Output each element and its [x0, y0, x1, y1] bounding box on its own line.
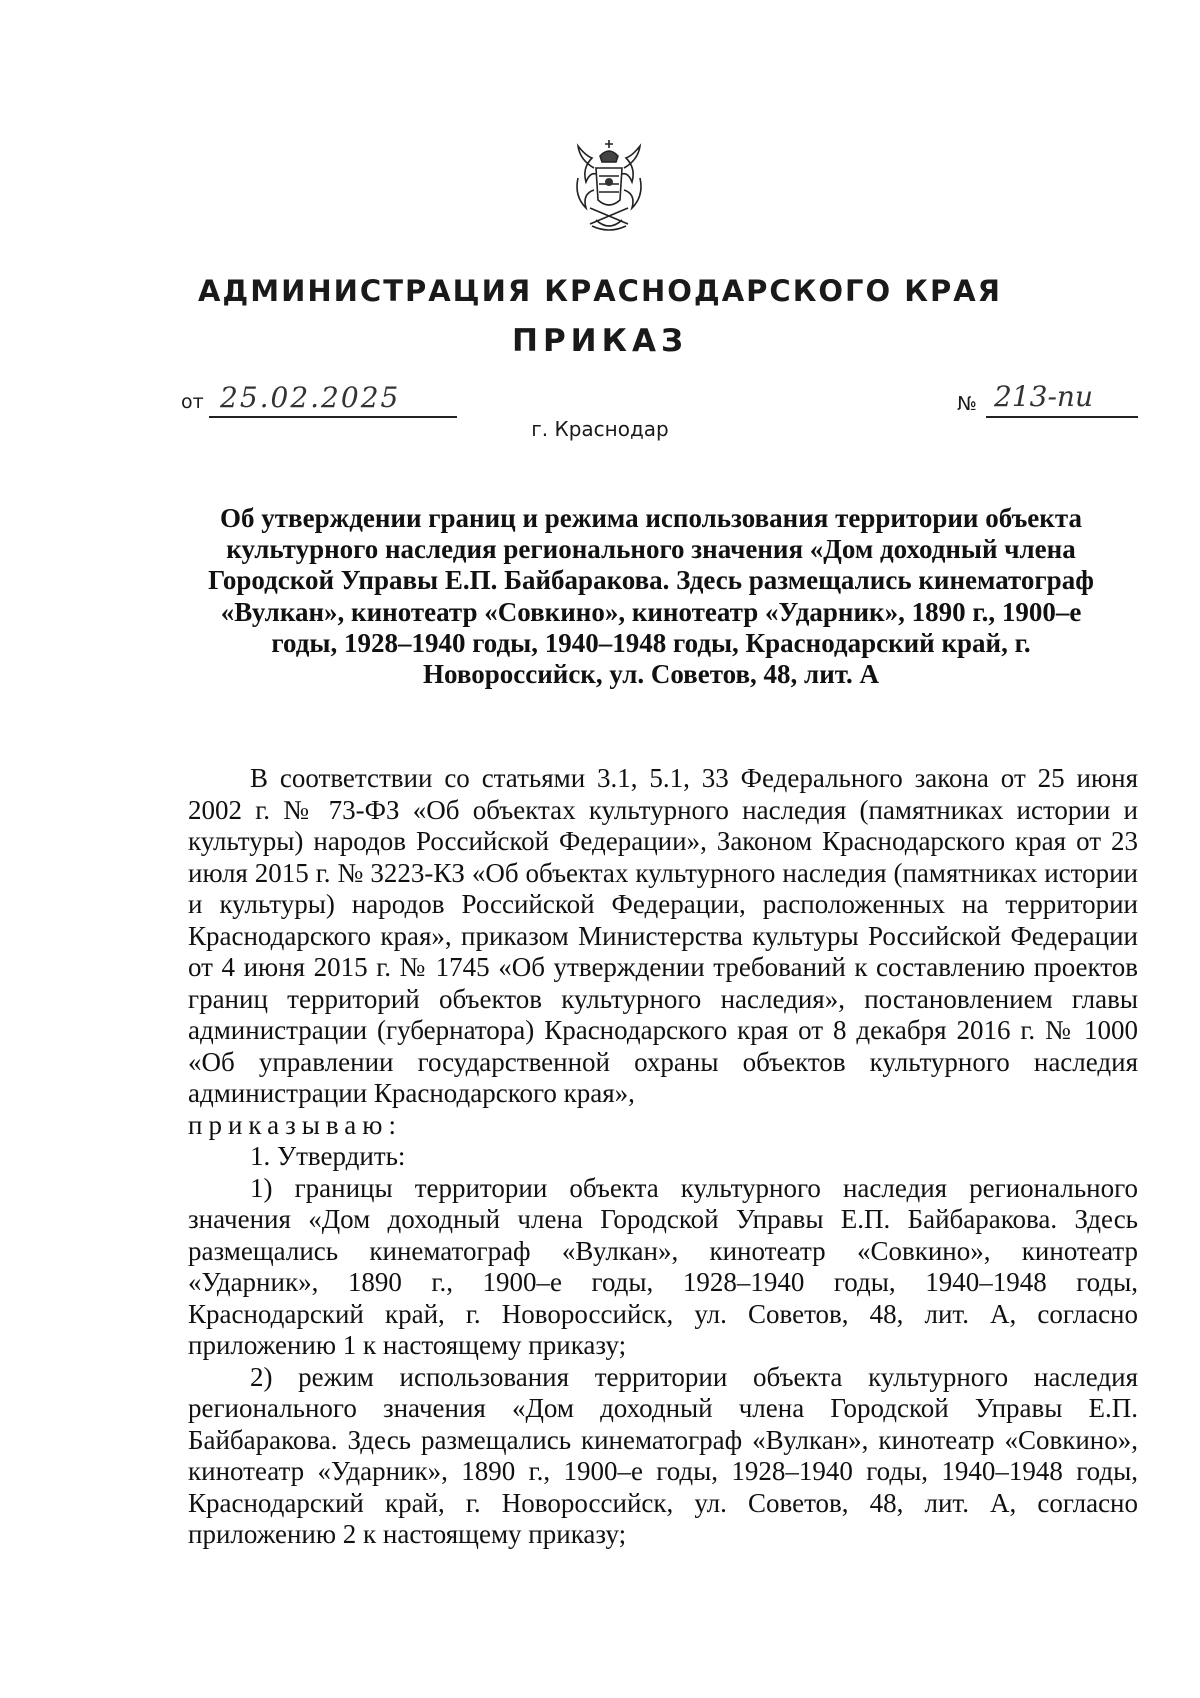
- coat-of-arms-icon: [572, 138, 646, 234]
- order-word: приказываю:: [188, 1109, 402, 1140]
- document-title: Об утверждении границ и режима использования территории объекта культурного наследия регионального значения «Дом доходный члена Городской Управы Е.П. Байбаракова. Здесь размещались кинематограф «Вулкан», кинотеатр «Совкино», кинотеатр «Ударник», 1890 г., 1900–е годы, 1928–1940 годы, 1940–1948 годы, Краснодарский край, г. Новороссийск, ул. Советов, 48, лит. А: [208, 503, 1094, 690]
- item-1-1: 1) границы территории объекта культурного наследия регионального значения «Дом доходный члена Городской Управы Е.П. Байбаракова. Здесь размещались кинематограф «Вулкан», кинотеатр «Совкино», кинотеатр «Ударник», 1890 г., 1900–е годы, 1928–1940 годы, 1940–1948 годы, Краснодарский край, г. Новороссийск, ул. Советов, 48, лит. А, согласно приложению 1 к настоящему приказу;: [188, 1172, 1138, 1360]
- number-value: 213-пи: [994, 380, 1093, 413]
- date-prefix: от: [181, 391, 204, 413]
- date-value: 25.02.2025: [220, 381, 401, 414]
- organization-name: АДМИНИСТРАЦИЯ КРАСНОДАРСКОГО КРАЯ: [197, 274, 1003, 308]
- document-type: ПРИКАЗ: [512, 323, 688, 359]
- city: г. Краснодар: [531, 417, 669, 441]
- preamble-paragraph: В соответствии со статьями 3.1, 5.1, 33 Федерального закона от 25 июня 2002 г. № 73-ФЗ «Об объектах культурного наследия (памятниках истории и культуры) народов Российской Федерации», Законом Краснодарского края от 23 июля 2015 г. № 3223-КЗ «Об объектах культурного наследия (памятниках истории и культуры) народов Российской Федерации, расположенных на территории Краснодарского края», приказом Министерства культуры Российской Федерации от 4 июня 2015 г. № 1745 «Об утверждении требований к составлению проектов границ территорий объектов культурного наследия», постановлением главы администрации (губернатора) Краснодарского края от 8 декабря 2016 г. № 1000 «Об управлении государственной охраны объектов культурного наследия администрации Краснодарского края»,: [188, 763, 1138, 1108]
- number-underline: [986, 416, 1138, 418]
- item-1: 1. Утвердить:: [250, 1141, 406, 1171]
- item-1-2: 2) режим использования территории объекта культурного наследия регионального значения «Дом доходный члена Городской Управы Е.П. Байбаракова. Здесь размещались кинематограф «Вулкан», кинотеатр «Совкино», кинотеатр «Ударник», 1890 г., 1900–е годы, 1928–1940 годы, 1940–1948 годы, Краснодарский край, г. Новороссийск, ул. Советов, 48, лит. А, согласно приложению 2 к настоящему приказу;: [188, 1361, 1138, 1549]
- number-prefix: №: [957, 393, 977, 415]
- document-body: [188, 763, 1138, 1551]
